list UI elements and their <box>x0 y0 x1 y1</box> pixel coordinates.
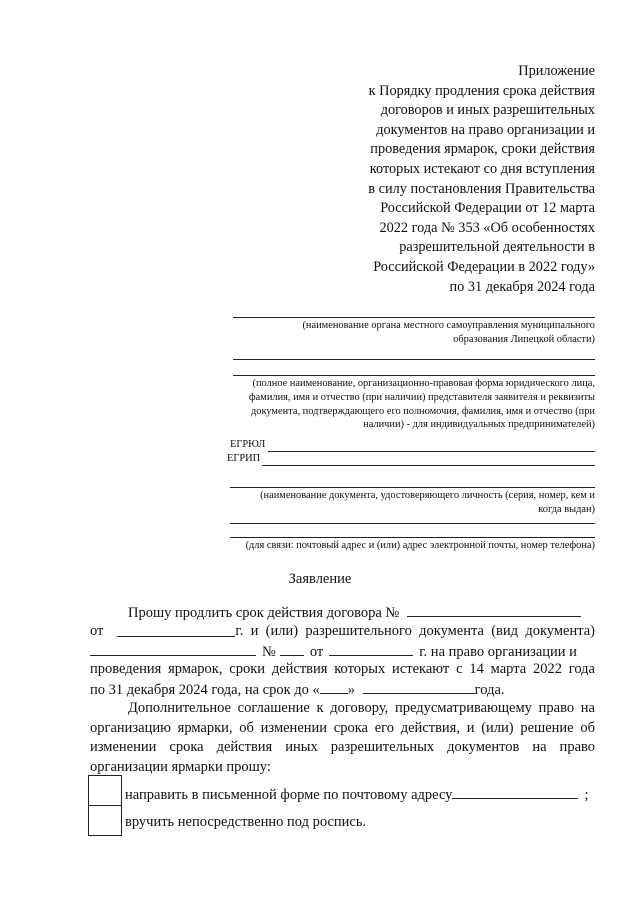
header-line: по 31 декабря 2024 года <box>449 278 595 295</box>
caption-line: (полное наименование, организационно-правовая форма юридического лица, <box>252 378 595 389</box>
appendix-header <box>335 62 595 297</box>
mail-option-label: направить в письменной форме по почтовому адресу <box>125 787 453 803</box>
applicant-field-2[interactable] <box>233 375 595 376</box>
contact-field[interactable] <box>230 537 595 538</box>
document-type-field[interactable] <box>90 641 256 656</box>
body-text: года. <box>474 682 505 698</box>
body-paragraph-2: Дополнительное соглашение к договору, предусматривающему право на организацию ярмарки, об изменении срока его действия, и (или) решение об изменении срока действия иных разрешительных документов на право организации ярмарки прошу: <box>90 700 595 775</box>
id-document-field-2[interactable] <box>230 523 595 524</box>
document-date-field[interactable] <box>329 641 413 656</box>
body-text: от <box>309 644 324 660</box>
egrip-label: ЕГРИП <box>227 453 261 464</box>
caption-line: образования Липецкой области) <box>453 333 595 345</box>
header-line: Приложение <box>518 63 595 79</box>
header-line: договоров и иных разрешительных <box>380 102 595 119</box>
caption-line: когда выдан) <box>538 503 595 515</box>
contact-caption: (для связи: почтовый адрес и (или) адрес электронной почты, номер телефона) <box>245 540 595 551</box>
body-text: по 31 декабря 2024 года, на срок до « <box>90 682 320 698</box>
header-line: к Порядку продления срока действия <box>368 82 595 99</box>
mail-option-end: ; <box>584 787 589 803</box>
body-row-4: проведения ярмарок, сроки действия которых истекают с 14 марта 2022 года <box>90 661 595 677</box>
header-line: в силу постановления Правительства <box>368 180 595 197</box>
applicant-field-1[interactable] <box>233 359 595 360</box>
authority-caption <box>233 319 595 347</box>
header-line: Российской Федерации от 12 марта <box>380 200 595 217</box>
caption-line: (наименование органа местного самоуправления муниципального <box>302 320 595 331</box>
body-text: г. и (или) разрешительного документа (вид документа) <box>235 623 595 639</box>
authority-field[interactable] <box>233 317 595 318</box>
mail-option <box>125 784 588 804</box>
header-line: документов на право организации и <box>376 121 595 138</box>
header-line: которых истекают со дня вступления <box>369 160 595 177</box>
caption-line: наличии) - для индивидуальных предпринимателей) <box>363 419 595 431</box>
header-line: 2022 года № 353 «Об особенностях <box>379 219 595 236</box>
header-line: проведения ярмарок, сроки действия <box>370 141 595 158</box>
caption-line: документа, подтверждающего его полномочия, фамилия, имя и отчество (при <box>250 405 595 417</box>
body-row-5 <box>90 679 595 698</box>
body-row-3 <box>90 641 595 660</box>
body-text: № <box>262 644 276 660</box>
hand-delivery-checkbox[interactable] <box>88 805 122 836</box>
body-text: г. на право организации и <box>419 644 577 660</box>
body-text: от <box>90 623 104 639</box>
caption-line: (наименование документа, удостоверяющего личность (серия, номер, кем и <box>260 490 595 501</box>
mail-checkbox[interactable] <box>88 775 122 806</box>
id-document-caption <box>230 489 595 517</box>
body-row-2 <box>90 622 595 641</box>
document-title: Заявление <box>288 571 352 587</box>
contract-number-field[interactable] <box>407 602 581 617</box>
postal-address-field[interactable] <box>452 784 578 799</box>
contract-date-field[interactable] <box>117 622 235 637</box>
header-line: Российской Федерации в 2022 году» <box>373 258 595 275</box>
egrul-field[interactable] <box>268 451 595 452</box>
body-row-1 <box>90 602 595 621</box>
body-text: » <box>347 682 356 698</box>
id-document-field[interactable] <box>230 487 595 488</box>
header-line: разрешительной деятельности в <box>399 239 595 256</box>
body-text: Прошу продлить срок действия договора № <box>128 605 400 621</box>
egrul-label: ЕГРЮЛ <box>230 439 266 450</box>
egrip-field[interactable] <box>262 465 595 466</box>
term-day-field[interactable] <box>320 679 348 694</box>
document-number-field[interactable] <box>280 641 304 656</box>
term-month-field[interactable] <box>363 679 475 694</box>
applicant-caption <box>225 377 595 432</box>
hand-delivery-option: вручить непосредственно под роспись. <box>125 814 367 830</box>
caption-line: фамилия, имя и отчество (при наличии) представителя заявителя и реквизиты <box>248 391 595 403</box>
